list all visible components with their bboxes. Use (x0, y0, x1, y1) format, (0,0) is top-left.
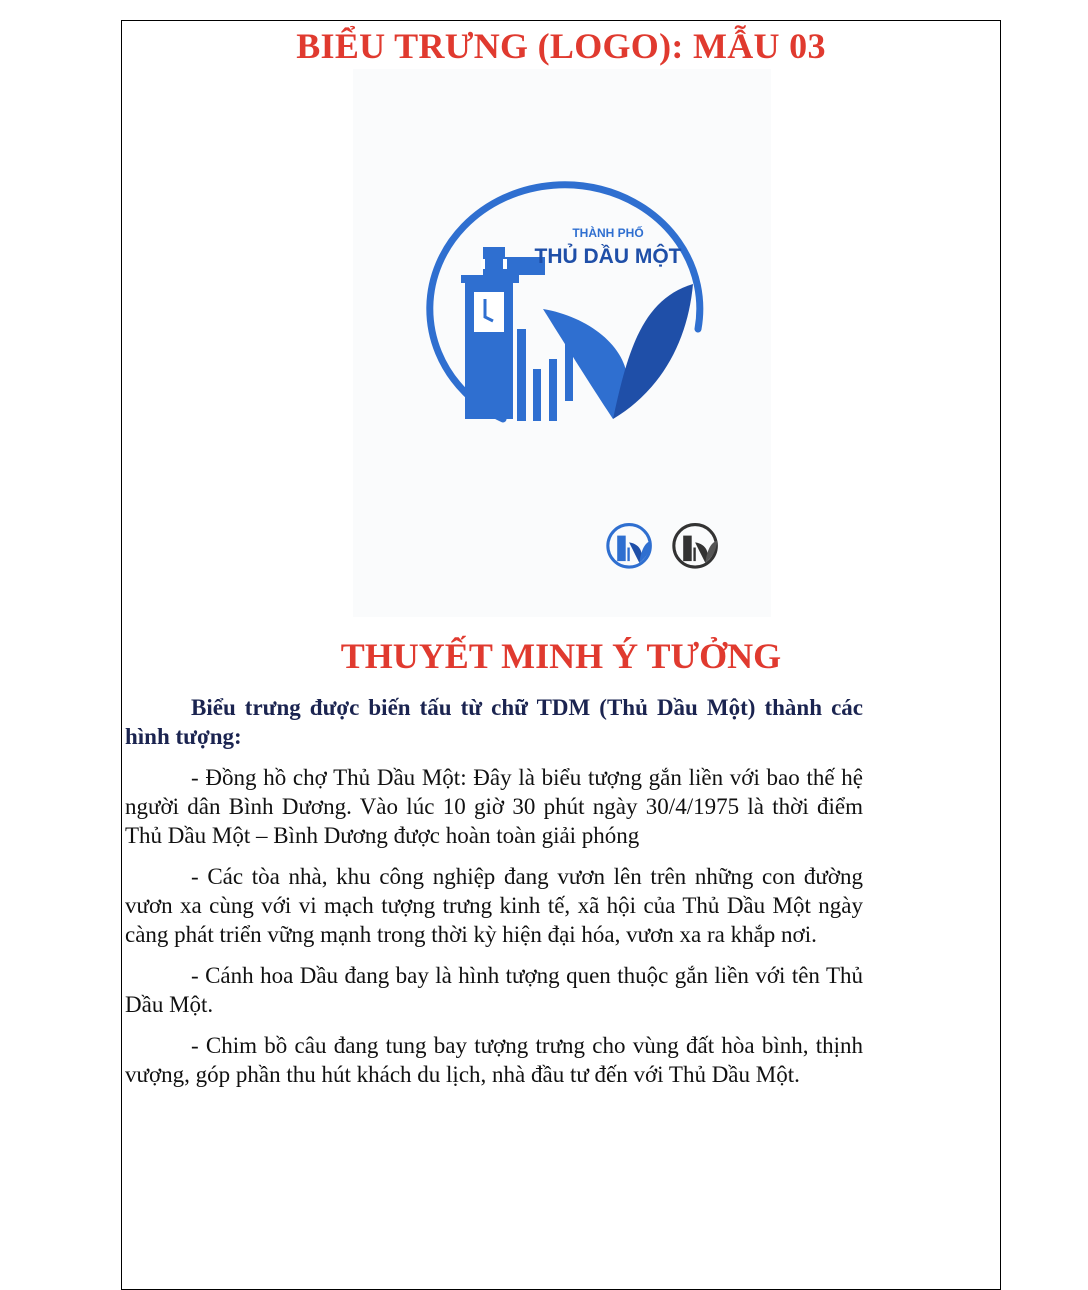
tower-top (483, 247, 505, 277)
document-page (121, 20, 1001, 1290)
city-logo-emblem (353, 69, 771, 617)
dau-leaf-icon (613, 284, 693, 419)
paragraph-flower: - Cánh hoa Dầu đang bay là hình tượng quen thuộc gắn liền với tên Thủ Dầu Một. (125, 963, 863, 1017)
logo-text-line2: THỦ DẦU MỘT (534, 245, 682, 268)
main-logo (430, 185, 700, 421)
paragraph-clock: - Đồng hồ chợ Thủ Dầu Một: Đây là biểu tượng gắn liền với bao thế hệ người dân Bình Dương. Vào lúc 10 giờ 30 phút ngày 30/4/1975 là thời điểm Thủ Dầu Một – Bình Dương được hoàn toàn giải phóng (125, 765, 863, 848)
lead-paragraph: Biểu trưng được biến tấu từ chữ TDM (Thủ Dầu Một) thành các hình tượng: (125, 695, 863, 749)
paragraph-buildings: - Các tòa nhà, khu công nghiệp đang vươn lên trên những con đường vươn xa cùng với vi mạch tượng trưng kinh tế, xã hội của Thủ Dầu Một ngày càng phát triển vững mạnh trong thời kỳ hiện đại hóa, vươn xa ra khắp nơi. (125, 864, 863, 947)
description-body (125, 693, 863, 1101)
logo-text-line1: THÀNH PHỐ (572, 226, 644, 240)
section-title: THUYẾT MINH Ý TƯỞNG (340, 636, 782, 676)
logo-panel (353, 69, 771, 617)
building-3 (549, 359, 557, 421)
building-1 (517, 329, 526, 421)
clock-face (473, 291, 505, 333)
small-logo-color (608, 525, 651, 568)
page-title: BIỂU TRƯNG (LOGO): MẪU 03 (296, 26, 826, 66)
small-logo-mono (674, 525, 717, 568)
paragraph-dove: - Chim bồ câu đang tung bay tượng trưng cho vùng đất hòa bình, thịnh vượng, góp phần thu hút khách du lịch, nhà đầu tư đến với Thủ Dầu Một. (125, 1033, 863, 1087)
building-2 (533, 369, 541, 421)
